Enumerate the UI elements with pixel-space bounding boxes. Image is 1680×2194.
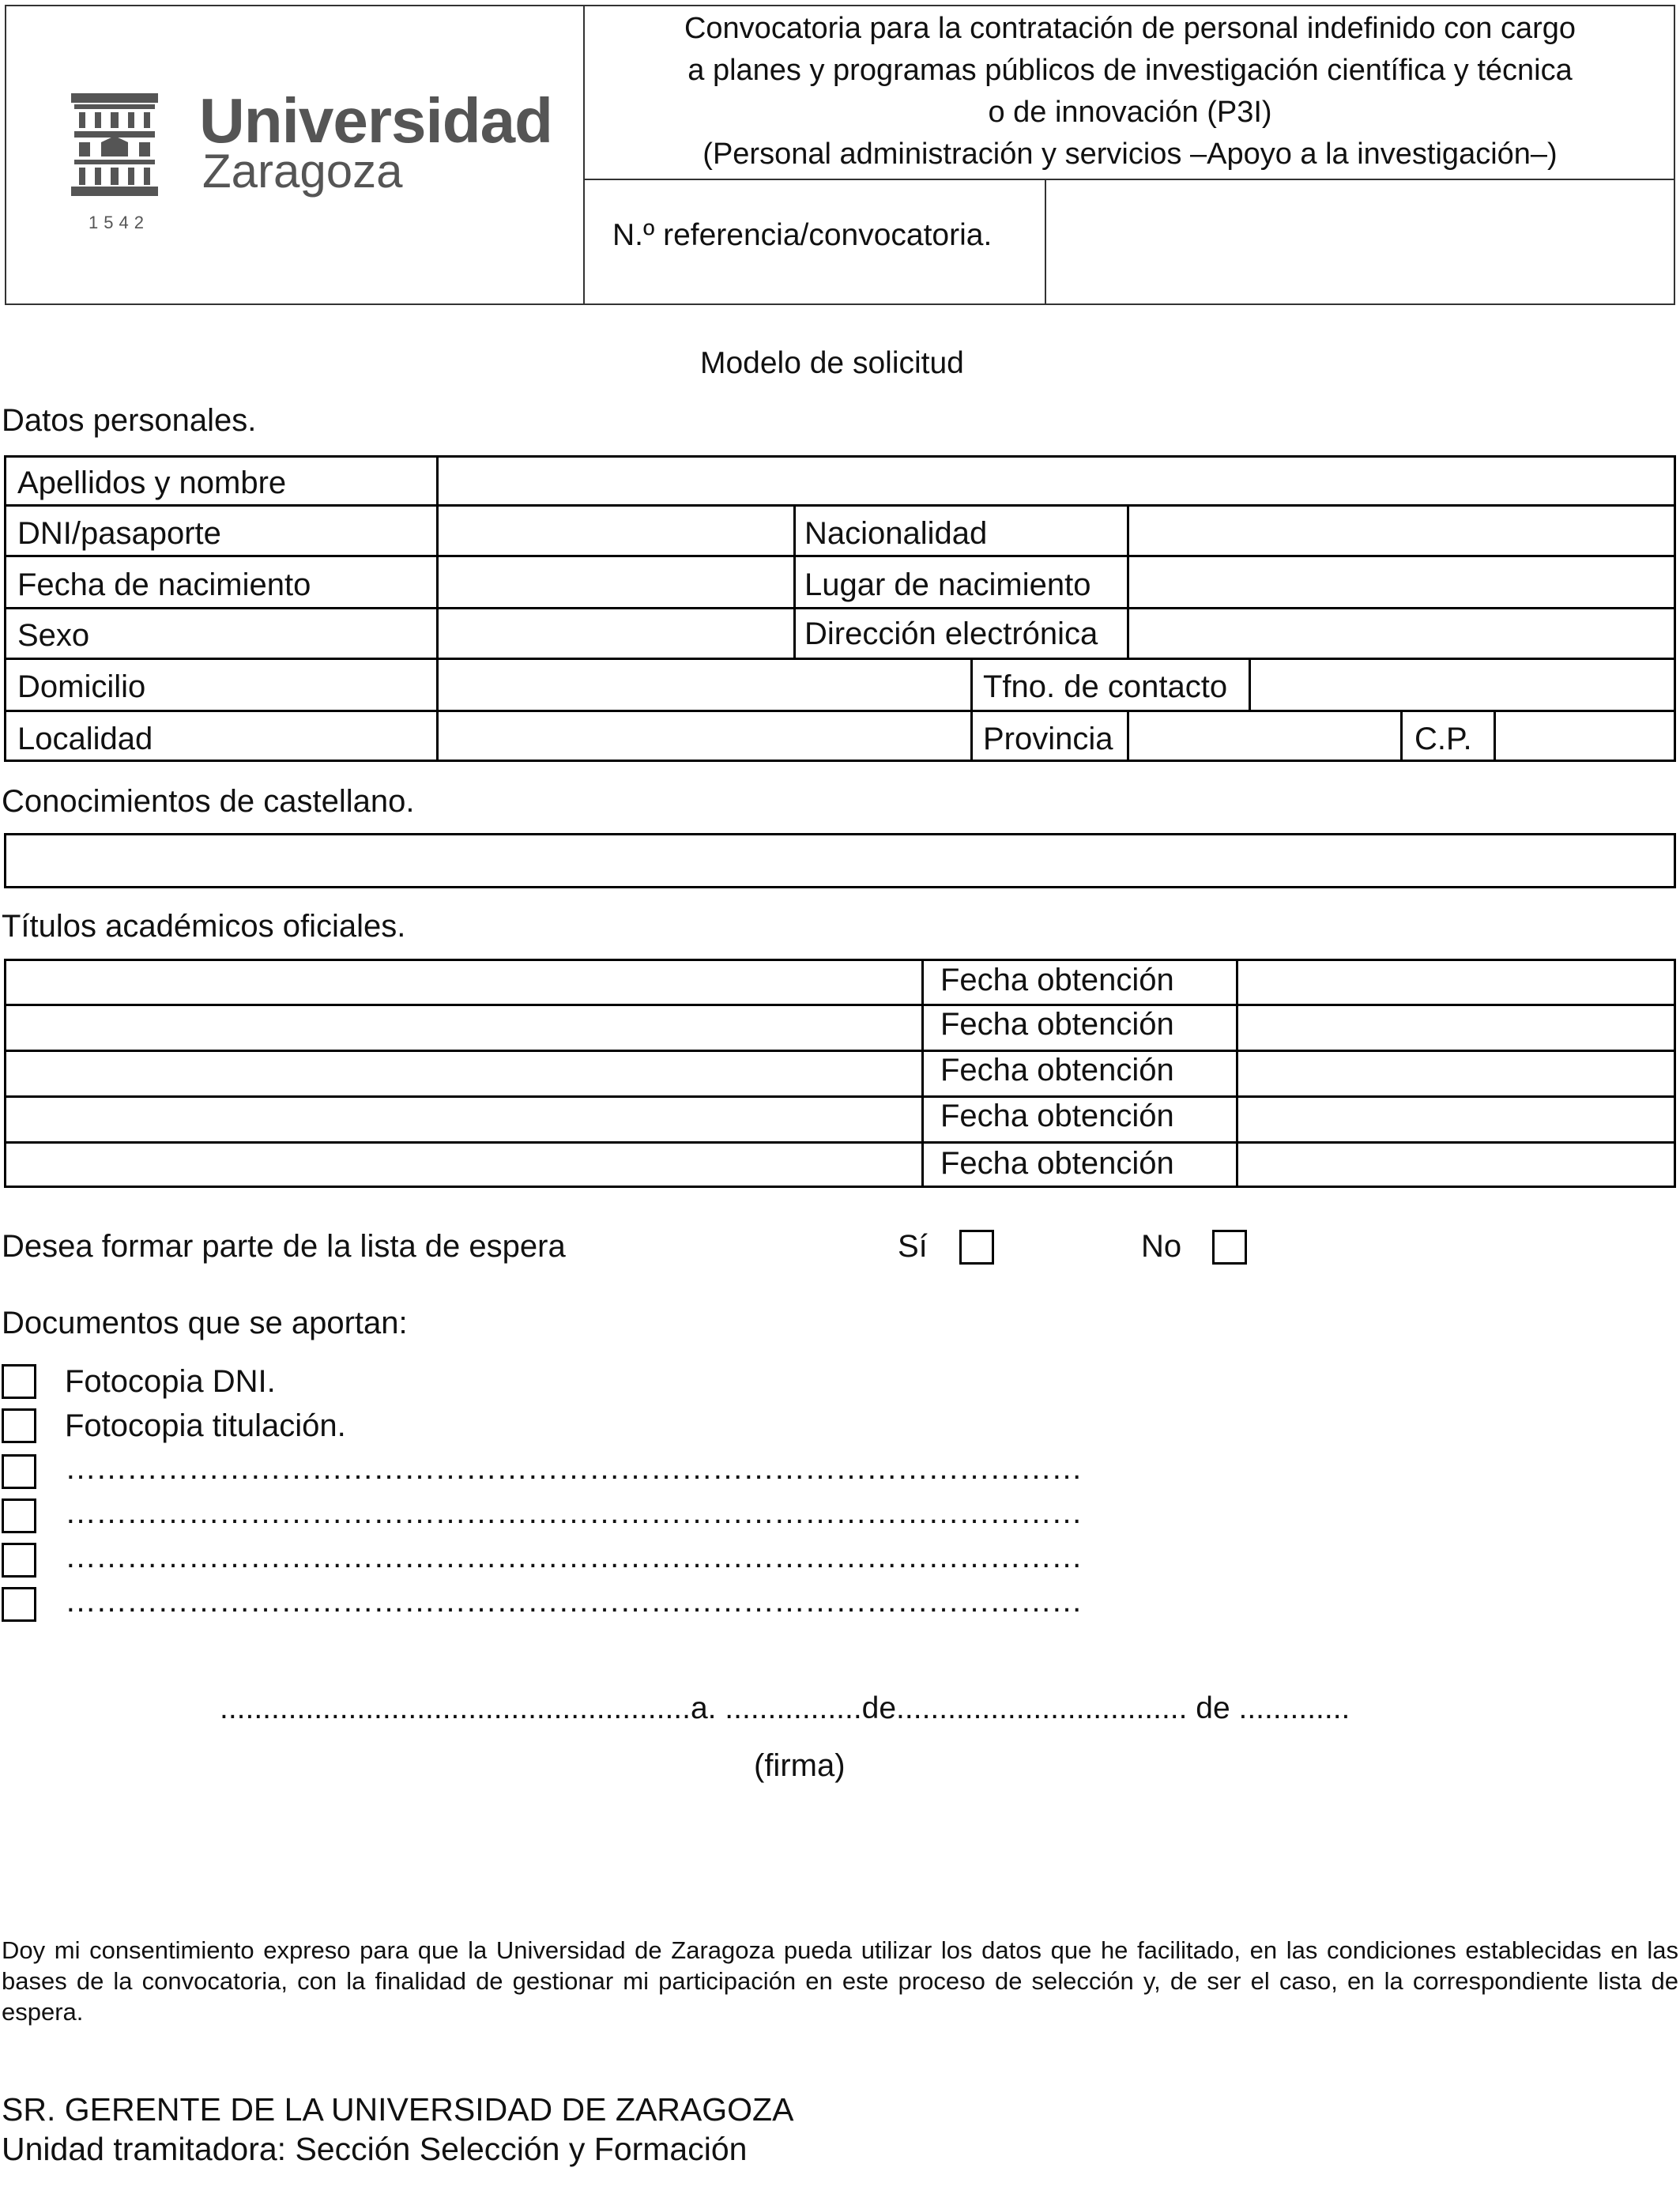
label-address: Domicilio (17, 669, 146, 704)
degree-date-field[interactable] (1239, 1053, 1673, 1095)
degree-date-field[interactable] (1239, 1144, 1673, 1186)
col-divider (970, 658, 973, 762)
row-divider (4, 658, 1676, 660)
document-item-blank[interactable]: ……………………………………………………………………………………… (65, 1540, 1082, 1574)
dni-field[interactable] (439, 507, 793, 555)
col-divider (1249, 658, 1251, 712)
col-divider (1127, 504, 1129, 660)
row-divider (4, 607, 1676, 609)
section-spanish-knowledge: Conocimientos de castellano. (2, 784, 415, 819)
call-title-line-3: o de innovación (P3I) (988, 96, 1272, 129)
form-title: Modelo de solicitud (700, 346, 964, 380)
col-divider (1127, 710, 1129, 762)
col-divider (1400, 710, 1403, 762)
province-field[interactable] (1130, 713, 1400, 760)
university-seal-icon (71, 93, 158, 196)
row-divider (4, 1095, 1676, 1098)
degree-title-field[interactable] (7, 1144, 921, 1186)
row-divider (4, 1004, 1676, 1006)
section-degrees: Títulos académicos oficiales. (2, 909, 406, 944)
logo-wordmark-universidad: Universidad (199, 85, 552, 156)
row-divider (4, 1141, 1676, 1144)
waiting-list-yes-label: Sí (898, 1229, 928, 1264)
email-field[interactable] (1130, 610, 1674, 658)
label-full-name: Apellidos y nombre (17, 466, 287, 500)
document-item-label: Fotocopia titulación. (65, 1408, 346, 1443)
row-divider (4, 555, 1676, 557)
document-item-blank[interactable]: ……………………………………………………………………………………… (65, 1584, 1082, 1619)
birth-date-field[interactable] (439, 558, 793, 607)
call-title-line-1: Convocatoria para la contratación de personal indefinido con cargo (684, 12, 1576, 45)
degree-title-field[interactable] (7, 1053, 921, 1095)
document-checkbox[interactable] (2, 1364, 36, 1399)
col-divider (921, 959, 924, 1188)
degree-date-field[interactable] (1239, 1099, 1673, 1141)
col-divider (436, 455, 439, 762)
degree-date-label: Fecha obtención (940, 1007, 1174, 1042)
call-title (585, 8, 1675, 175)
header-divider-horizontal (583, 179, 1675, 180)
document-item-blank[interactable]: ……………………………………………………………………………………… (65, 1495, 1082, 1530)
header-ref-divider (1045, 179, 1046, 305)
nationality-field[interactable] (1130, 507, 1674, 555)
label-nationality: Nacionalidad (804, 516, 988, 551)
waiting-list-no-label: No (1141, 1229, 1182, 1264)
city-field[interactable] (439, 713, 970, 760)
label-birth-place: Lugar de nacimiento (804, 567, 1091, 602)
degree-date-label: Fecha obtención (940, 1053, 1174, 1088)
degree-date-label: Fecha obtención (940, 963, 1174, 997)
degree-title-field[interactable] (7, 962, 921, 1004)
degree-date-field[interactable] (1239, 962, 1673, 1004)
addressee: SR. GERENTE DE LA UNIVERSIDAD DE ZARAGOZA (2, 2091, 794, 2128)
document-checkbox[interactable] (2, 1498, 36, 1533)
section-documents: Documentos que se aportan: (2, 1306, 408, 1340)
consent-text: Doy mi consentimiento expreso para que la Universidad de Zaragoza pueda utilizar los datos que he facilitado, en las condiciones establecidas en las bases de la convocatoria, con la finalidad de gestionar mi participación en este proceso de selección y, de ser el caso, en la correspondiente lista de espera. (2, 1936, 1678, 2026)
sex-field[interactable] (439, 610, 793, 658)
document-checkbox[interactable] (2, 1543, 36, 1578)
document-checkbox[interactable] (2, 1408, 36, 1443)
label-dni: DNI/pasaporte (17, 516, 221, 551)
waiting-list-question: Desea formar parte de la lista de espera (2, 1229, 566, 1264)
degree-date-label: Fecha obtención (940, 1099, 1174, 1133)
logo-year: 1542 (89, 213, 149, 232)
address-field[interactable] (439, 661, 970, 710)
label-city: Localidad (17, 722, 153, 756)
reference-input[interactable] (1051, 183, 1669, 300)
label-email: Dirección electrónica (804, 616, 1098, 651)
label-sex: Sexo (17, 618, 90, 653)
row-divider (4, 504, 1676, 507)
degree-date-field[interactable] (1239, 1007, 1673, 1050)
spanish-knowledge-field[interactable] (4, 833, 1676, 888)
document-item-label: Fotocopia DNI. (65, 1364, 276, 1399)
label-phone: Tfno. de contacto (983, 669, 1228, 704)
row-divider (4, 710, 1676, 712)
birth-place-field[interactable] (1130, 558, 1674, 607)
phone-field[interactable] (1252, 661, 1674, 710)
col-divider (1236, 959, 1238, 1188)
place-date-line[interactable]: .......................................................a. ................de.................................. de ............. (220, 1691, 1350, 1725)
document-item-blank[interactable]: ……………………………………………………………………………………… (65, 1451, 1082, 1486)
row-divider (4, 1050, 1676, 1052)
full-name-field[interactable] (439, 458, 1674, 504)
call-title-line-2: a planes y programas públicos de investigación científica y técnica (687, 54, 1573, 87)
col-divider (793, 504, 796, 660)
document-checkbox[interactable] (2, 1454, 36, 1489)
degree-date-label: Fecha obtención (940, 1146, 1174, 1181)
reference-label: N.º referencia/convocatoria. (612, 218, 993, 252)
label-postal-code: C.P. (1414, 722, 1472, 756)
call-title-line-4: (Personal administración y servicios –Apoyo a la investigación–) (703, 138, 1558, 171)
label-birth-date: Fecha de nacimiento (17, 567, 311, 602)
signature-label: (firma) (754, 1748, 846, 1783)
processing-unit: Unidad tramitadora: Sección Selección y Formación (2, 2131, 748, 2167)
waiting-list-yes-checkbox[interactable] (959, 1230, 994, 1265)
postal-code-field[interactable] (1497, 713, 1674, 760)
section-personal-data: Datos personales. (2, 403, 257, 438)
waiting-list-no-checkbox[interactable] (1212, 1230, 1247, 1265)
degree-title-field[interactable] (7, 1007, 921, 1050)
logo-wordmark-zaragoza: Zaragoza (202, 145, 403, 198)
label-province: Provincia (983, 722, 1113, 756)
degree-title-field[interactable] (7, 1099, 921, 1141)
document-checkbox[interactable] (2, 1587, 36, 1622)
col-divider (1494, 710, 1496, 762)
